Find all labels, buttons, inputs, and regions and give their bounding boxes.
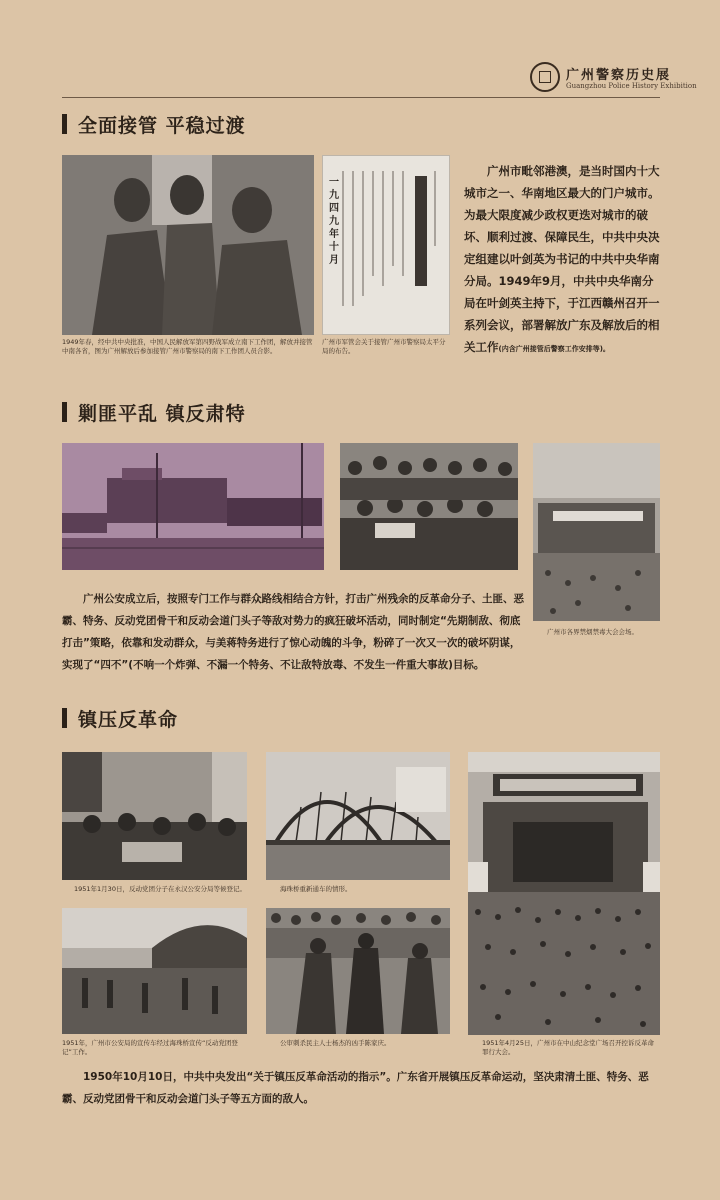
section-title-takeover: 全面接管 平稳过渡 <box>78 115 246 137</box>
photo-proclamation-document <box>322 155 450 335</box>
section3-paragraph: 1950年10月10日，中共中央发出“关于镇压反革命活动的指示”。广东省开展镇压反革命运动，坚决肃清土匪、特务、恶霸、反动党团骨干和反动会道门头子等五方面的敌人。 <box>62 1071 649 1105</box>
header-divider <box>62 97 660 98</box>
document-date: 一九四九年十月 <box>329 177 339 266</box>
photo-railway-station <box>62 443 324 570</box>
photo-group-meeting <box>340 443 518 570</box>
photo-haizhu-bridge <box>266 752 450 880</box>
section-marker <box>62 402 67 422</box>
paragraph-main-text: 广州市毗邻港澳，是当时国内十大城市之一、华南地区最大的门户城市。为最大限度减少政权更迭对城市的破坏、顺利过渡、保障民生，中共中央决定组建以叶剑英为书记的中共中央华南分局。1949年9月，中共中央华南分局在叶剑英主持下，于江西赣州召开一系列会议，部署解放广东及解放后的相关工作 <box>464 164 660 354</box>
photo-accusation-rally <box>468 752 660 1035</box>
photo-caption: 广州市军管会关于接管广州市警察局太平分局的布告。 <box>322 338 446 355</box>
exhibition-title: 广州警察历史展 <box>566 68 672 83</box>
photo-caption: 1951年，广州市公安局的宣传车经过海珠桥宣传“反动党团登记”工作。 <box>62 1039 238 1056</box>
exhibition-subtitle: Guangzhou Police History Exhibition <box>566 82 697 90</box>
section-marker <box>62 114 67 134</box>
photo-caption: 海珠桥重新通车的情形。 <box>280 885 352 893</box>
photo-south-work-team <box>62 155 314 335</box>
photo-caption: 1951年1月30日，反动党团分子在永汉公安分局等候登记。 <box>74 885 246 893</box>
photo-caption: 1949年春，经中共中央批准，中国人民解放军第四野战军成立南下工作团，解放并接管中南各省，图为广州解放后参加接管广州市警察局的南下工作团人员合影。 <box>62 338 313 355</box>
photo-registration-office <box>62 752 247 880</box>
section-title-counter-revolution: 镇压反革命 <box>78 709 179 731</box>
exhibition-logo-icon <box>530 62 560 92</box>
photo-caption: 1951年4月25日，广州市在中山纪念堂广场召开控诉反革命罪行大会。 <box>482 1039 654 1056</box>
section1-paragraph <box>464 160 662 360</box>
section-title-bandit-suppression: 剿匪平乱 镇反肃特 <box>78 403 246 425</box>
section-marker <box>62 708 67 728</box>
photo-public-trial <box>266 908 450 1034</box>
photo-caption: 公审刺杀民主人士杨杰的凶手陈家庆。 <box>280 1039 391 1047</box>
photo-anti-drug-rally <box>533 443 660 621</box>
photo-propaganda-vehicle <box>62 908 247 1034</box>
paragraph-note: (内含广州接管后警察工作安排等)。 <box>498 345 610 353</box>
photo-caption: 广州市各界禁烟禁毒大会会场。 <box>547 628 638 636</box>
section2-paragraph: 广州公安成立后，按照专门工作与群众路线相结合方针，打击广州残余的反革命分子、土匪、恶霸、特务、反动党团骨干和反动会道门头子等敌对势力的疯狂破坏活动，同时制定“先期制敌、彻底打击”策略，依靠和发动群众，与美蒋特务进行了惊心动魄的斗争，粉碎了一次又一次的破坏阴谋，实现了“四不”(不响一个炸弹、不漏一个特务、不让敌特放毒、不发生一件重大事故)目标。 <box>62 593 524 671</box>
